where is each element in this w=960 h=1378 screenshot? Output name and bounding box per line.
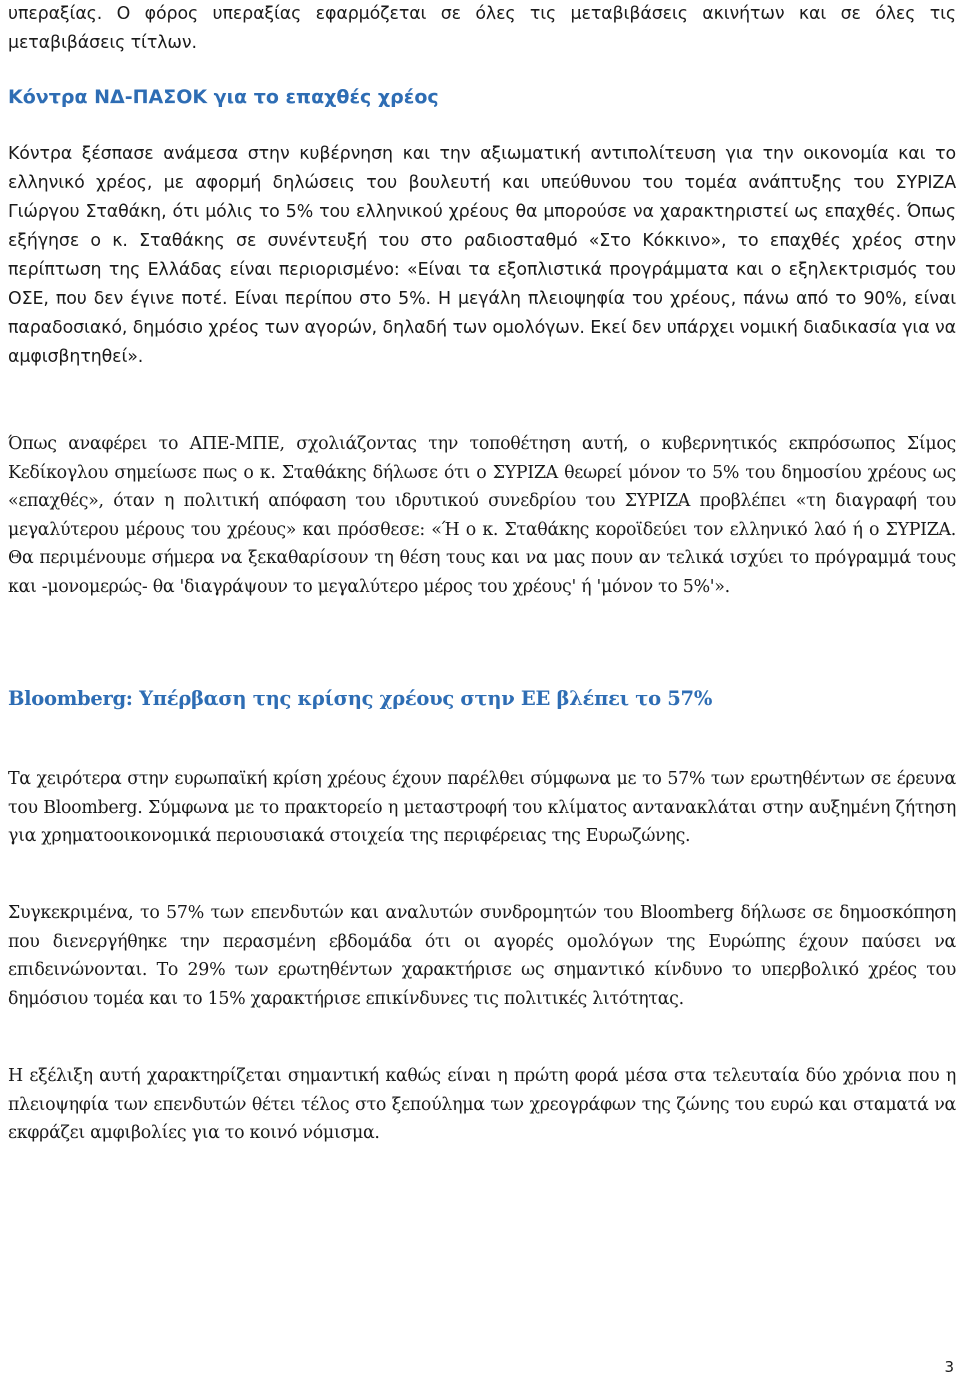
intro-paragraph-tail: υπεραξίας. Ο φόρος υπεραξίας εφαρμόζεται σε όλες τις μεταβιβάσεις ακινήτων και σε όλες τις μεταβιβάσεις τίτλων. <box>8 4 956 53</box>
section-heading-kontra: Κόντρα ΝΔ-ΠΑΣΟΚ για το επαχθές χρέος <box>8 86 439 108</box>
page-number: 3 <box>944 1358 954 1376</box>
section1-paragraph-1: Κόντρα ξέσπασε ανάμεσα στην κυβέρνηση και την αξιωματική αντιπολίτευση για την οικονομία και το ελληνικό χρέος, με αφορμή δηλώσεις του βουλευτή και υπεύθυνου του τομέα ανάπτυξης του ΣΥΡΙΖΑ Γιώργου Σταθάκη, ότι μόλις το 5% του ελληνικού χρέους θα μπορούσε να χαρακτηριστεί ως επαχθές. Όπως εξήγησε ο κ. Σταθάκης σε συνέντευξή του στο ραδιοσταθμό «Στο Κόκκινο», το επαχθές χρέος στην περίπτωση της Ελλάδας είναι περιορισμένο: «Είναι τα εξοπλιστικά προγράμματα και ο εξηλεκτρισμός του ΟΣΕ, που δεν έγινε ποτέ. Είναι περίπου στο 5%. Η μεγάλη πλειοψηφία του χρέους, πάνω από το 90%, είναι παραδοσιακό, δημόσιο χρέος των αγορών, δηλαδή των ομολόγων. Εκεί δεν υπάρχει νομική διαδικασία για να αμφισβητηθεί». <box>8 144 956 367</box>
section-heading-bloomberg: Bloomberg: Υπέρβαση της κρίσης χρέους στην ΕΕ βλέπει το 57% <box>8 687 713 710</box>
section2-paragraph-3: Η εξέλιξη αυτή χαρακτηρίζεται σημαντική καθώς είναι η πρώτη φορά μέσα στα τελευταία δύο χρόνια που η πλειοψηφία των επενδυτών θέτει τέλος στο ξεπούλημα των χρεογράφων της ζώνης του ευρώ και σταματά να εκφράζει αμφιβολίες για το κοινό νόμισμα. <box>8 1066 956 1143</box>
section1-paragraph-2: Όπως αναφέρει το ΑΠΕ-ΜΠΕ, σχολιάζοντας την τοποθέτηση αυτή, ο κυβερνητικός εκπρόσωπος Σίμος Κεδίκογλου σημείωσε πως ο κ. Σταθάκης δήλωσε ότι ο ΣΥΡΙΖΑ θεωρεί μόνον το 5% του δημοσίου χρέους ως «επαχθές», όταν η πολιτική απόφαση του ιδρυτικού συνεδρίου του ΣΥΡΙΖΑ προβλέπει «τη διαγραφή του μεγαλύτερου μέρους του χρέους» και πρόσθεσε: «Ή ο κ. Σταθάκης κοροϊδεύει τον ελληνικό λαό ή ο ΣΥΡΙΖΑ. Θα περιμένουμε σήμερα να ξεκαθαρίσουν τη θέση τους και να μας πουν αν τελικά ισχύει το πρόγραμμά τους και -μονομερώς- θα 'διαγράψουν το μεγαλύτερο μέρος του χρέους' ή 'μόνον το 5%'». <box>8 434 956 597</box>
section2-paragraph-1: Τα χειρότερα στην ευρωπαϊκή κρίση χρέους έχουν παρέλθει σύμφωνα με το 57% των ερωτηθέντων σε έρευνα του Bloomberg. Σύμφωνα με το πρακτορείο η μεταστροφή του κλίματος αντανακλάται στην αυξημένη ζήτηση για χρηματοοικονομικά περιουσιακά στοιχεία της περιφέρειας της Ευρωζώνης. <box>8 769 956 846</box>
section2-paragraph-2: Συγκεκριμένα, το 57% των επενδυτών και αναλυτών συνδρομητών του Bloomberg δήλωσε σε δημοσκόπηση που διενεργήθηκε την περασμένη εβδομάδα ότι οι αγορές ομολόγων της Ευρώπης έχουν παύσει να επιδεινώνονται. Το 29% των ερωτηθέντων χαρακτήρισε ως σημαντικό κίνδυνο το υπερβολικό χρέος του δημόσιου τομέα και το 15% χαρακτήρισε επικίνδυνες τις πολιτικές λιτότητας. <box>8 903 956 1009</box>
